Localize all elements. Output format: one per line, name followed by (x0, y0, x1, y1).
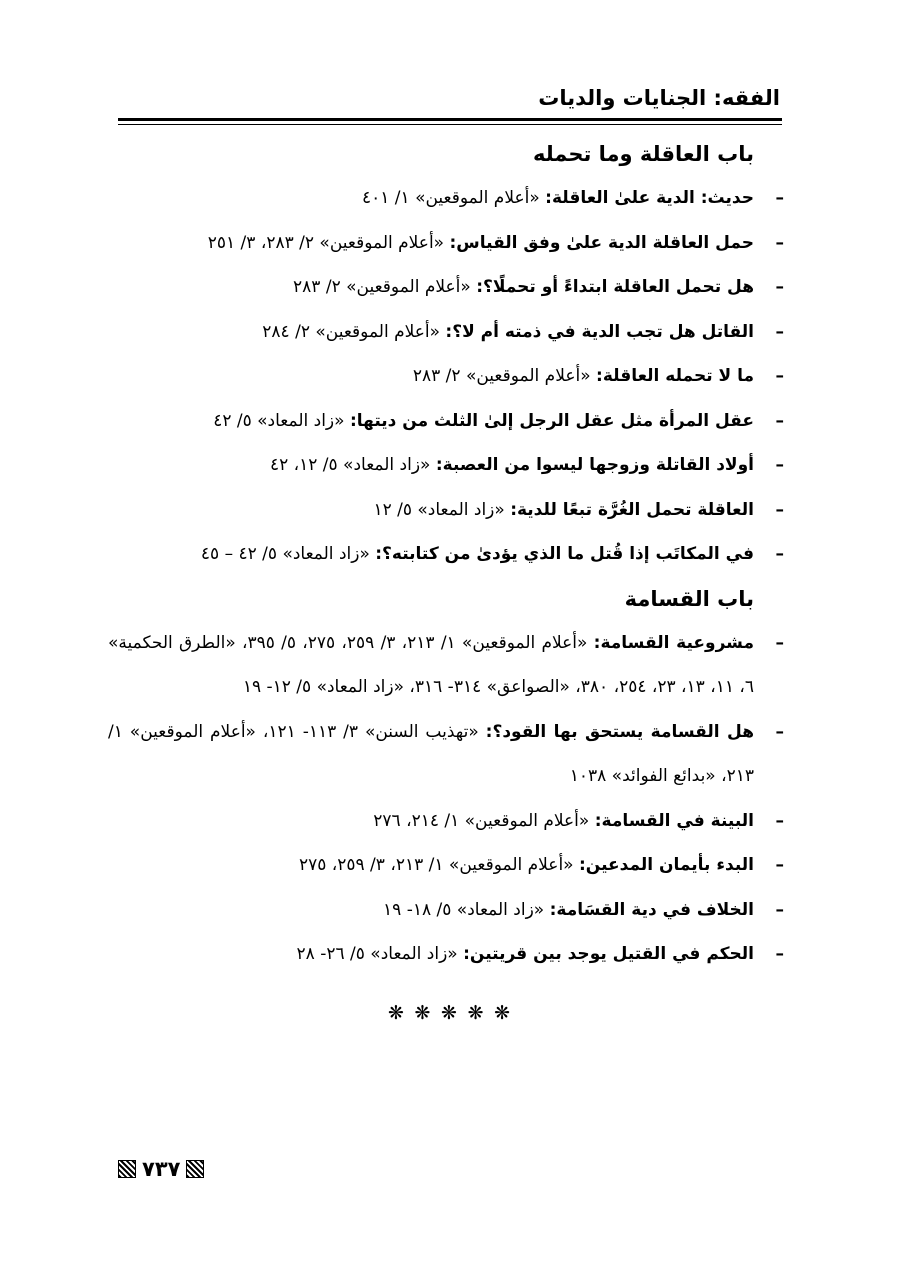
bullet-dash: – (775, 855, 784, 875)
bullet-dash: – (775, 366, 784, 386)
entry-refs: «أعلام الموقعين» ٢/ ٢٨٣ (293, 277, 477, 297)
index-entry (108, 176, 784, 221)
entry-refs: «زاد المعاد» ٥/ ٤٢ (213, 410, 350, 431)
entry-refs: «أعلام الموقعين» ٢/ ٢٨٤ (262, 321, 446, 342)
entry-topic: هل تحمل العاقلة ابتداءً أو تحملًا؟: (476, 277, 754, 297)
entry-list (108, 176, 784, 577)
entry-refs: «أعلام الموقعين» ١/ ٤٠١ (361, 188, 546, 208)
entry-refs: «أعلام الموقعين» ١/ ٢١٣، ٣/ ٢٥٩، ٢٧٥، ٥/ ٣٩٥، «الطرق الحكمية» ٦، ١١، ١٣، ٢٣، ٢٥٤، ٣٨٠، «الصواعق» ٣١٤- ٣١٦، «زاد المعاد» ٥/ ١٢- ١٩ (108, 632, 754, 697)
section-heading: باب القسامة (624, 586, 754, 611)
running-header: الفقه: الجنايات والديات (538, 86, 780, 110)
index-entry (108, 888, 784, 933)
entry-topic: العاقلة تحمل الغُرَّة تبعًا للدية: (510, 499, 754, 520)
entry-refs: «زاد المعاد» ٥/ ٤٢ – ٤٥ (200, 544, 376, 564)
entry-topic: ما لا تحمله العاقلة: (596, 366, 754, 386)
entry-refs: «زاد المعاد» ٥/ ١٨- ١٩ (383, 899, 550, 920)
index-entry (108, 532, 784, 577)
entry-topic: عقل المرأة مثل عقل الرجل إلىٰ الثلث من ديتها: (349, 410, 754, 431)
entry-topic: أولاد القاتلة وزوجها ليسوا من العصبة: (435, 455, 754, 475)
index-entry (108, 621, 784, 710)
index-entry (108, 710, 784, 799)
index-entry (108, 843, 784, 888)
page-number: ٧٣٧ (142, 1157, 181, 1181)
bullet-dash: – (775, 321, 784, 342)
bullet-dash: – (775, 499, 784, 520)
entry-refs: «زاد المعاد» ٥/ ٢٦- ٢٨ (296, 944, 464, 964)
index-entry (108, 221, 784, 266)
ornament-icon (118, 1160, 136, 1178)
entry-refs: «أعلام الموقعين» ٢/ ٢٨٣ (412, 366, 597, 386)
entry-refs: «زاد المعاد» ٥/ ١٢ (373, 499, 511, 520)
entry-topic: البدء بأيمان المدعين: (578, 855, 754, 875)
entry-refs: «زاد المعاد» ٥/ ١٢، ٤٢ (269, 455, 436, 475)
bullet-dash: – (775, 810, 784, 831)
bullet-dash: – (775, 188, 784, 208)
index-content (108, 132, 784, 977)
bullet-dash: – (775, 232, 784, 253)
bullet-dash: – (775, 632, 784, 653)
index-entry (108, 399, 784, 444)
ornament-icon (186, 1160, 204, 1178)
entry-topic: الخلاف في دية القسَامة: (549, 899, 754, 920)
bullet-dash: – (775, 410, 784, 431)
bullet-dash: – (775, 721, 784, 742)
index-entry (108, 488, 784, 533)
entry-topic: الحكم في القتيل يوجد بين قريتين: (463, 944, 754, 964)
header-rule (118, 118, 782, 121)
section-heading: باب العاقلة وما تحمله (532, 142, 754, 166)
entry-topic: القاتل هل تجب الدية في ذمته أم لا؟: (445, 321, 754, 342)
entry-refs: «أعلام الموقعين» ١/ ٢١٣، ٣/ ٢٥٩، ٢٧٥ (298, 855, 579, 875)
bullet-dash: – (775, 544, 784, 564)
entry-topic: حديث: الدية علىٰ العاقلة: (545, 188, 754, 208)
header-rule-thin (118, 124, 782, 125)
entry-refs: «أعلام الموقعين» ١/ ٢١٤، ٢٧٦ (373, 810, 595, 831)
index-entry (108, 932, 784, 977)
end-ornament-stars: ❋ ❋ ❋ ❋ ❋ (387, 1002, 513, 1024)
entry-topic: حمل العاقلة الدية علىٰ وفق القياس: (449, 232, 754, 253)
entry-topic: مشروعية القسامة: (593, 632, 754, 653)
index-entry (108, 443, 784, 488)
bullet-dash: – (775, 944, 784, 964)
entry-topic: في المكاتَب إذا قُتل ما الذي يؤدىٰ من كتابته؟: (375, 544, 754, 564)
bullet-dash: – (775, 899, 784, 920)
index-entry (108, 799, 784, 844)
bullet-dash: – (775, 455, 784, 475)
index-entry (108, 310, 784, 355)
bullet-dash: – (775, 277, 784, 297)
index-entry (108, 265, 784, 310)
entry-refs: «أعلام الموقعين» ٢/ ٢٨٣، ٣/ ٢٥١ (207, 232, 450, 253)
page-footer (118, 1156, 204, 1182)
entry-topic: البينة في القسامة: (594, 810, 754, 831)
index-entry (108, 354, 784, 399)
entry-topic: هل القسامة يستحق بها القود؟: (485, 721, 755, 742)
entry-refs: «تهذيب السنن» ٣/ ١١٣- ١٢١، «أعلام الموقعين» ١/ ٢١٣، «بدائع الفوائد» ١٠٣٨ (108, 721, 754, 786)
entry-list (108, 621, 784, 977)
